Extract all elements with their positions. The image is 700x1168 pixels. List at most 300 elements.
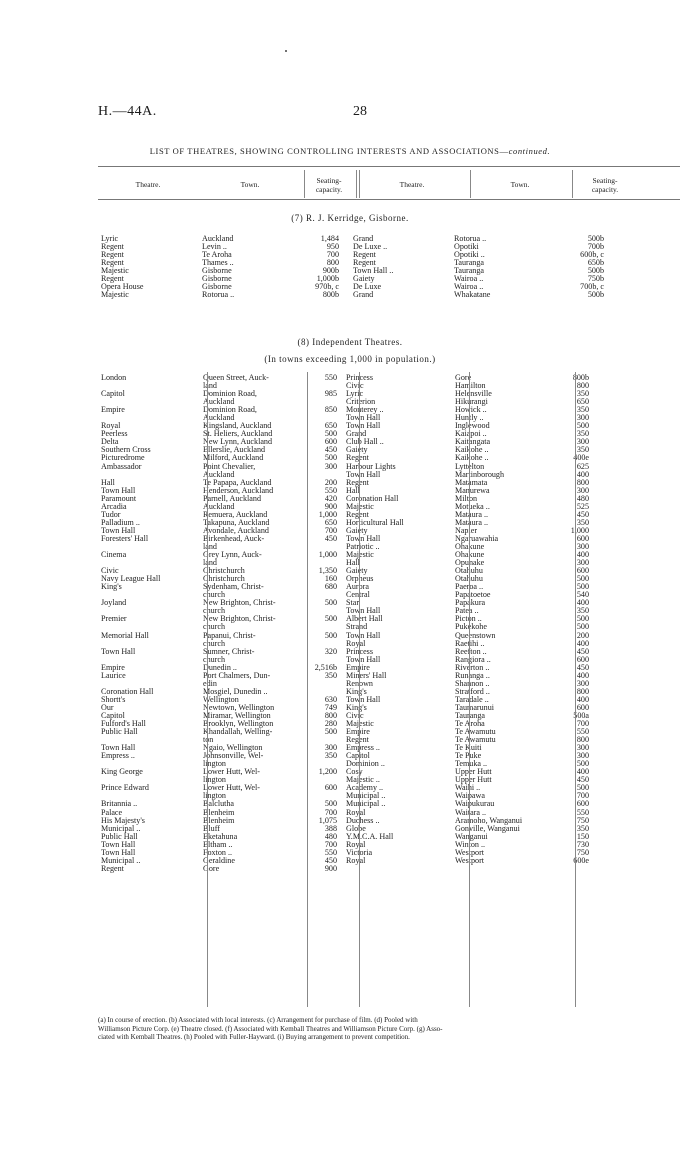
table-row (101, 382, 681, 390)
seating-cell: 950 (326, 243, 339, 252)
town-cell: Brooklyn, Wellington (203, 720, 274, 729)
seating-cell: 985 (324, 390, 337, 399)
town-cell: Lyttelton (455, 462, 485, 471)
town-cell: Balclutha (203, 800, 235, 809)
town-cell: Eketahuna (203, 832, 238, 841)
town-cell: Eltham .. (203, 840, 233, 849)
theatre-cell (101, 398, 203, 406)
theatre-cell: Regent (101, 864, 124, 873)
table-row (101, 479, 681, 487)
theatre-cell: Town Hall (101, 647, 136, 656)
town-cell: Lower Hutt, Wel- (203, 768, 260, 777)
theatre-cell: Hall (346, 559, 360, 568)
section-8-heading: (8) Independent Theatres. (297, 337, 403, 347)
theatre-cell: Regent (346, 510, 369, 519)
seating-cell: 200 (324, 478, 337, 487)
section-8-subheading: (In towns exceeding 1,000 in population.) (264, 354, 436, 364)
theatre-cell: Town Hall (346, 655, 381, 664)
theatre-cell: Grand (353, 291, 374, 300)
seating-cell: 300 (576, 744, 589, 753)
theatre-cell: Civic (346, 382, 364, 391)
table-row (101, 656, 681, 664)
theatre-cell: Strand (346, 623, 368, 632)
town-cell: Tauranga (455, 711, 485, 720)
town-cell: Temuka .. (455, 760, 488, 769)
seating-cell: 350 (576, 430, 589, 439)
table-row (101, 760, 681, 768)
theatre-cell (101, 792, 203, 800)
theatre-cell: Paramount (101, 494, 137, 503)
header-divider (304, 170, 305, 198)
seating-cell: 350 (576, 518, 589, 527)
theatre-cell: Harbour Lights (346, 462, 396, 471)
theatre-cell: Dominion .. (346, 760, 385, 769)
seating-cell: 750 (576, 848, 589, 857)
theatre-cell: Regent (353, 259, 376, 268)
theatre-cell: Premier (101, 615, 127, 624)
table-row (101, 251, 681, 259)
theatre-cell: Opera House (101, 283, 144, 292)
table-row (101, 495, 681, 503)
table-row (101, 551, 681, 559)
town-cell: Waitara .. (455, 808, 487, 817)
town-cell: Runanga .. (455, 671, 490, 680)
theatre-cell: Empress .. (346, 744, 380, 753)
theatre-cell (346, 865, 455, 873)
table-row (101, 291, 681, 299)
col-header-town-2: Town. (510, 180, 530, 189)
seating-cell: 450 (576, 647, 589, 656)
col-header-theatre: Theatre. (135, 180, 161, 189)
town-cell: Taumarunui (455, 703, 494, 712)
table-row (101, 809, 681, 817)
town-cell: Papanui, Christ- (203, 631, 256, 640)
theatre-cell: Municipal .. (101, 856, 141, 865)
theatre-cell: Miners' Hall (346, 671, 387, 680)
town-cell: Tauranga (454, 267, 484, 276)
table-row (101, 519, 681, 527)
town-cell: Helensville (455, 390, 492, 399)
table-row (101, 398, 681, 406)
seating-cell: 500 (324, 615, 337, 624)
town-cell: Aramoho, Wanganui (455, 816, 523, 825)
footnotes (98, 1016, 678, 1042)
town-cell: New Brighton, Christ- (203, 599, 276, 608)
table-row (101, 632, 681, 640)
town-cell: Whakatane (454, 291, 491, 300)
seating-cell: 1,000 (318, 551, 337, 560)
header-bottom-rule (98, 199, 680, 200)
theatre-cell: Delta (101, 438, 119, 447)
town-cell: edin (203, 679, 217, 688)
table-row (101, 259, 681, 267)
seating-cell: 500 (324, 800, 337, 809)
seating-cell: 450 (576, 510, 589, 519)
seating-cell: 800b (572, 374, 589, 382)
theatre-cell: Majestic .. (346, 776, 380, 785)
town-cell: New Lynn, Auckland (203, 438, 273, 447)
seating-cell (551, 865, 589, 873)
seating-cell: 800 (576, 736, 589, 745)
seating-cell: 500 (324, 631, 337, 640)
town-cell: Opotiki (454, 243, 479, 252)
seating-cell: 540 (576, 591, 589, 600)
town-cell: Huntly .. (455, 414, 484, 423)
table-row (101, 430, 681, 438)
seating-cell: 350 (576, 607, 589, 616)
seating-cell: 600 (576, 567, 589, 576)
town-cell: Otahuhu (455, 575, 483, 584)
table-row (101, 825, 681, 833)
town-cell: Waipukurau (455, 800, 495, 809)
table-row (101, 744, 681, 752)
town-cell: Sydenham, Christ- (203, 583, 264, 592)
table-row (101, 559, 681, 567)
section-8-table (101, 374, 681, 873)
seating-cell: 400 (576, 639, 589, 648)
theatre-cell: Coronation Hall (101, 687, 154, 696)
theatre-cell: Regent (346, 736, 369, 745)
seating-cell: 160 (324, 575, 337, 584)
table-row (101, 438, 681, 446)
seating-cell: 500b (587, 235, 604, 243)
table-row (101, 720, 681, 728)
theatre-cell: Orpheus (346, 575, 374, 584)
theatre-cell: Regent (101, 243, 124, 252)
seating-cell: 500 (576, 583, 589, 592)
theatre-cell: Town Hall (346, 695, 381, 704)
theatre-cell: Lyric (101, 235, 119, 243)
table-row (101, 688, 681, 696)
town-cell: Ohakune (455, 542, 485, 551)
table-row (101, 235, 681, 243)
theatre-cell: Tudor (101, 510, 121, 519)
town-cell: Te Awamutu (455, 728, 496, 737)
town-cell: Gisborne (202, 275, 232, 284)
table-row (101, 454, 681, 462)
town-cell: Sumner, Christ- (203, 647, 255, 656)
theatre-cell: Academy .. (346, 784, 384, 793)
header-divider (356, 170, 357, 198)
theatre-cell: Club Hall .. (346, 438, 384, 447)
town-cell: Te Puke (455, 752, 482, 761)
town-cell: Manurewa (455, 486, 490, 495)
town-cell: Shannon .. (455, 679, 490, 688)
theatre-cell: Southern Cross (101, 446, 151, 455)
seating-cell: 550 (324, 848, 337, 857)
theatre-cell: Coronation Hall (346, 494, 399, 503)
theatre-cell: King's (346, 687, 367, 696)
theatre-cell: Criterion (346, 398, 376, 407)
town-cell: Queenstown (455, 631, 496, 640)
town-cell: Grey Lynn, Auck- (203, 551, 262, 560)
seating-cell: 600 (576, 655, 589, 664)
town-cell: Westport (455, 856, 485, 865)
theatre-cell: Civic (346, 711, 364, 720)
town-cell: Khandallah, Welling- (203, 728, 273, 737)
town-cell: Henderson, Auckland (203, 486, 274, 495)
town-cell: Ellerslie, Auckland (203, 446, 266, 455)
table-row (101, 406, 681, 414)
theatre-cell: Royal (101, 422, 121, 431)
town-cell: Te Awamutu (455, 736, 496, 745)
theatre-cell: Town Hall (346, 607, 381, 616)
town-cell: Westport (455, 848, 485, 857)
seating-cell: 350 (576, 406, 589, 415)
table-row (101, 567, 681, 575)
seating-cell: 600 (576, 800, 589, 809)
theatre-cell: De Luxe .. (353, 243, 388, 252)
theatre-cell: Regent (346, 454, 369, 463)
table-row (101, 704, 681, 712)
theatre-cell: Lyric (346, 390, 364, 399)
town-cell: church (203, 639, 226, 648)
seating-cell: 300 (576, 438, 589, 447)
town-cell: Napier (455, 526, 478, 535)
theatre-cell: Municipal .. (101, 824, 141, 833)
seating-cell: 970b, c (315, 283, 339, 292)
town-cell: Upper Hutt (455, 776, 492, 785)
town-cell: Newtown, Wellington (203, 703, 275, 712)
town-cell: Christchurch (203, 567, 245, 576)
theatre-cell: Gaiety (346, 526, 368, 535)
town-cell: church (203, 591, 226, 600)
column-rule (359, 372, 360, 1007)
table-row (101, 865, 681, 873)
town-cell: Hamilton (455, 382, 486, 391)
theatre-cell: Globe (346, 824, 366, 833)
town-cell: Levin .. (202, 243, 227, 252)
header-top-rule (98, 166, 680, 167)
seating-cell: 280 (324, 720, 337, 729)
theatre-cell: Town Hall (101, 526, 136, 535)
theatre-cell: Cinema (101, 551, 127, 560)
seating-cell: 700 (326, 251, 339, 260)
theatre-cell: Albert Hall (346, 615, 383, 624)
theatre-cell: Renown (346, 679, 373, 688)
table-row (101, 712, 681, 720)
table-row (101, 414, 681, 422)
table-row (101, 591, 681, 599)
section-7-heading: (7) R. J. Kerridge, Gisborne. (291, 213, 409, 223)
town-cell: Auckland (203, 470, 235, 479)
theatre-cell (101, 607, 203, 615)
town-cell: Wellington (203, 695, 239, 704)
seating-cell: 420 (324, 494, 337, 503)
footnote-line: (a) In course of erection. (b) Associated with local interests. (c) Arrangement for purchase of film. (d) Pooled with (98, 1016, 418, 1024)
town-cell: Tauranga (454, 259, 484, 268)
theatre-cell: Victoria (346, 848, 373, 857)
theatre-cell: Royal (346, 840, 366, 849)
seating-cell: 600e (573, 856, 589, 865)
header-divider (470, 170, 471, 198)
table-row (101, 446, 681, 454)
town-cell: Te Aroha (202, 251, 232, 260)
town-cell: Ohakune (455, 551, 485, 560)
theatre-cell: Majestic (346, 502, 374, 511)
theatre-cell: Navy League Hall (101, 575, 161, 584)
town-cell: Te Papapa, Auckland (203, 478, 272, 487)
town-cell: Waipawa (455, 792, 485, 801)
theatre-cell (101, 543, 203, 551)
seating-cell: 350 (324, 752, 337, 761)
seating-cell: 400 (576, 695, 589, 704)
header-divider (572, 170, 573, 198)
town-cell: Auckland (203, 398, 235, 407)
seating-cell: 480 (324, 832, 337, 841)
town-cell: Raetihi .. (455, 639, 485, 648)
table-row (101, 640, 681, 648)
table-row (101, 672, 681, 680)
seating-cell: 400 (576, 671, 589, 680)
section-7-table (101, 235, 681, 299)
seating-cell: 350 (576, 446, 589, 455)
town-cell: Milford, Auckland (203, 454, 264, 463)
table-row (101, 648, 681, 656)
col-header-seating: Seating- capacity. (315, 176, 343, 194)
seating-cell: 500 (576, 615, 589, 624)
theatre-cell: King's (346, 703, 367, 712)
seating-cell: 500a (573, 711, 589, 720)
seating-cell: 300 (576, 559, 589, 568)
town-cell: Picton .. (455, 615, 482, 624)
table-row (101, 784, 681, 792)
theatre-cell (101, 736, 203, 744)
seating-cell: 450 (324, 534, 337, 543)
theatre-cell: His Majesty's (101, 816, 145, 825)
table-row (101, 768, 681, 776)
theatre-cell: Empire (346, 663, 370, 672)
theatre-cell: Regent (346, 478, 369, 487)
theatre-cell (101, 656, 203, 664)
theatre-cell (101, 414, 203, 422)
town-cell: Parnell, Auckland (203, 494, 261, 503)
theatre-cell: Gaiety (346, 567, 368, 576)
theatre-cell: Town Hall (346, 631, 381, 640)
theatre-cell: Municipal .. (346, 800, 386, 809)
seating-cell: 300 (324, 462, 337, 471)
town-cell: Kingsland, Auckland (203, 422, 272, 431)
theatre-cell: Municipal .. (346, 792, 386, 801)
seating-cell: 800 (324, 711, 337, 720)
town-cell: Kaikohe .. (455, 454, 489, 463)
seating-cell: 900 (324, 502, 337, 511)
seating-cell: 650 (576, 398, 589, 407)
seating-cell: 800b (322, 291, 339, 300)
seating-cell: 500 (576, 575, 589, 584)
seating-cell: 1,000 (570, 526, 589, 535)
town-cell: Milton (455, 494, 478, 503)
table-row (101, 511, 681, 519)
theatre-cell: Y.M.C.A. Hall (346, 832, 394, 841)
theatre-cell: Town Hall (346, 422, 381, 431)
theatre-cell (101, 623, 203, 631)
theatre-cell: Shortt's (101, 695, 126, 704)
town-cell: Upper Hutt (455, 768, 492, 777)
town-cell: Taradale .. (455, 695, 489, 704)
seating-cell: 550 (576, 728, 589, 737)
theatre-cell: Town Hall (101, 840, 136, 849)
town-cell: church (203, 623, 226, 632)
seating-cell: 800 (576, 478, 589, 487)
table-row (101, 275, 681, 283)
col-header-town: Town. (240, 180, 260, 189)
theatre-cell: Monterey .. (346, 406, 384, 415)
town-cell: Auckland (203, 414, 235, 423)
theatre-cell: Royal (346, 808, 366, 817)
town-cell: ton (203, 736, 214, 745)
seating-cell: 2,516b (314, 663, 337, 672)
table-row (101, 267, 681, 275)
theatre-cell: Majestic (101, 267, 129, 276)
seating-cell: 730 (576, 840, 589, 849)
town-cell: lington (203, 792, 226, 801)
seating-cell: 650b (587, 259, 604, 268)
table-row (101, 857, 681, 865)
town-cell: Point Chevalier, (203, 462, 256, 471)
seating-cell: 600 (576, 703, 589, 712)
table-row (101, 615, 681, 623)
town-cell: Wairoa .. (454, 275, 484, 284)
table-row (101, 283, 681, 291)
seating-cell: 388 (324, 824, 337, 833)
theatre-cell (101, 760, 203, 768)
table-row (101, 575, 681, 583)
seating-cell: 650 (324, 422, 337, 431)
theatre-cell: Prince Edward (101, 784, 149, 793)
seating-cell: 500 (576, 422, 589, 431)
theatre-cell: Ambassador (101, 462, 142, 471)
table-row (101, 728, 681, 736)
theatre-cell: Town Hall (346, 470, 381, 479)
theatre-cell: Laurice (101, 671, 126, 680)
town-cell: Ngaio, Wellington (203, 744, 263, 753)
town-cell: Wairoa .. (454, 283, 484, 292)
col-header-theatre-2: Theatre. (399, 180, 425, 189)
town-cell: Lower Hutt, Wel- (203, 784, 260, 793)
theatre-cell: Hall (346, 486, 360, 495)
seating-cell: 1,350 (318, 567, 337, 576)
table-row (101, 792, 681, 800)
town-cell: Birkenhead, Auck- (203, 534, 265, 543)
town-cell: Mataura .. (455, 510, 489, 519)
seating-cell: 400 (576, 470, 589, 479)
theatre-cell: Majestic (101, 291, 129, 300)
town-cell: Pukekohe (455, 623, 487, 632)
seating-cell: 1,200 (318, 768, 337, 777)
theatre-cell: Town Hall (346, 534, 381, 543)
seating-cell: 1,000b (316, 275, 339, 284)
town-cell: Te Aroha (455, 720, 485, 729)
theatre-cell (101, 776, 203, 784)
seating-cell: 550 (576, 808, 589, 817)
theatre-cell: Empress .. (101, 752, 135, 761)
column-rule (575, 372, 576, 1007)
town-cell: Riverton .. (455, 663, 490, 672)
seating-cell: 400 (576, 599, 589, 608)
seating-cell: 500 (324, 728, 337, 737)
table-row (101, 607, 681, 615)
col-header-seating-2: Seating- capacity. (591, 176, 619, 194)
town-cell: Stratford .. (455, 687, 490, 696)
seating-cell: 630 (324, 695, 337, 704)
table-row (101, 390, 681, 398)
seating-cell: 625 (576, 462, 589, 471)
seating-cell: 500b (587, 267, 604, 276)
theatre-cell: Empire (101, 406, 125, 415)
seating-cell: 650 (324, 518, 337, 527)
document-reference: H.—44A. (98, 104, 157, 119)
